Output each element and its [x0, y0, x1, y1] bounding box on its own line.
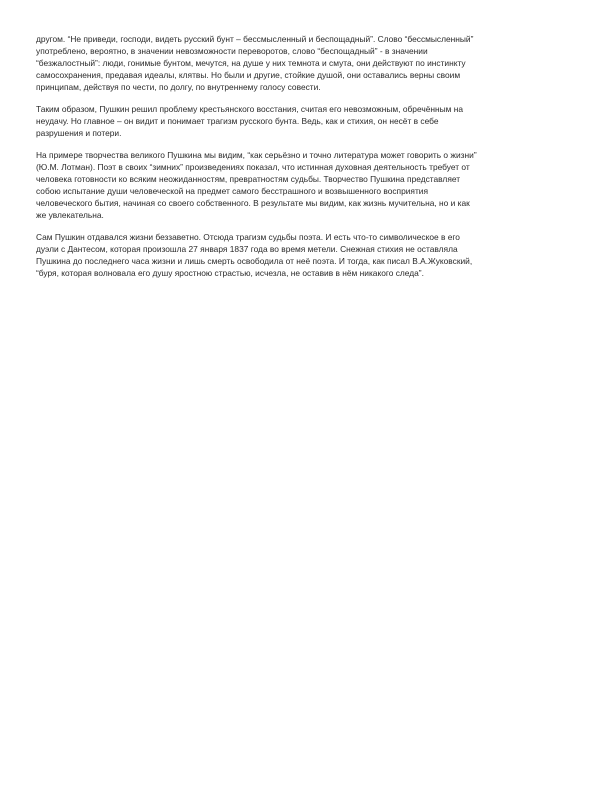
paragraph-2: Таким образом, Пушкин решил проблему крестьянского восстания, считая его невозможным, обречённым на неудачу. Но главное – он видит и понимает трагизм русского бунта. Ведь, как и стихия, он несёт в себе разрушения и потери. [36, 104, 463, 138]
paragraph-3: На примере творчества великого Пушкина мы видим, “как серьёзно и точно литература может говорить о жизни” (Ю.М. Лотман). Поэт в своих “зимних” произведениях показал, что истинная духовная деятельность требует от человека готовности ко всяким неожиданностям, превратностям судьбы. Творчество Пушкина представляет собою испытание души человеческой на предмет самого бесстрашного и возвышенного восприятия человеческого бытия, начиная со своего собственного. В результате мы видим, как жизнь мучительна, но и как же увлекательна. [36, 150, 477, 220]
document-body [36, 33, 576, 289]
paragraph-4: Сам Пушкин отдавался жизни беззаветно. Отсюда трагизм судьбы поэта. И есть что-то символическое в его дуэли с Дантесом, которая произошла 27 января 1837 года во время метели. Снежная стихия не оставляла Пушкина до последнего часа жизни и лишь смерть освободила от неё поэта. И тогда, как писал В.А.Жуковский, “буря, которая волновала его душу яростною страстью, исчезла, не оставив в нём никакого следа”. [36, 232, 473, 278]
paragraph-1: другом. “Не приведи, господи, видеть русский бунт – бессмысленный и беспощадный”. Слово “бессмысленный” употреблено, вероятно, в значении невозможности переворотов, слово “беспощадный” - в значении “безжалостный”: люди, гонимые бунтом, мечутся, на душе у них темнота и смута, они действуют по инстинкту самосохранения, предавая идеалы, клятвы. Но были и другие, стойкие душой, они оставались верны своим принципам, действуя по чести, по долгу, по внутреннему голосу совести. [36, 34, 474, 92]
